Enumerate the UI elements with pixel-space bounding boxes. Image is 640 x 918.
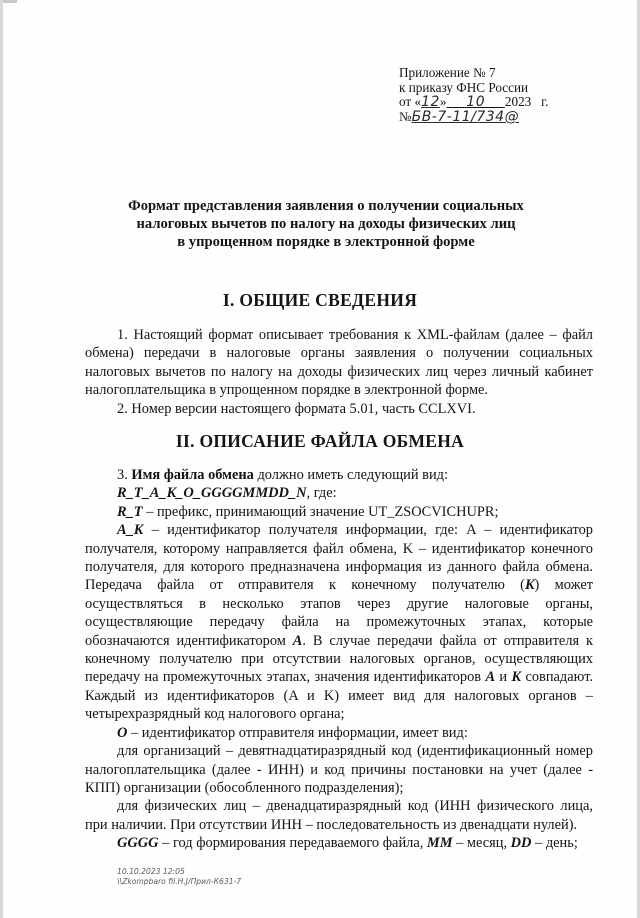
date-month-field [447,94,505,109]
section-1-body [85,326,593,418]
o-definition [85,724,593,742]
paragraph-2: 2. Номер версии настоящего формата 5.01, часть CCLXVI. [117,400,476,417]
individuals-clause: для физических лиц – двенадцатиразрядный код (ИНН физического лица, при наличии. При отсутствии ИНН – последовательность из двенадцати нулей). [85,798,593,833]
dd-description: – день; [531,835,578,852]
date-month-handwritten: 10 [466,94,486,111]
rt-term: R_T [117,503,143,520]
appendix-date [399,95,548,110]
ak-description-4: совпадают. Каждый из идентификаторов (A и K) имеет вид для налоговых органов – четырехразрядный код налогового органа; [85,669,593,723]
scan-edge-left [0,0,3,918]
rt-definition [85,503,593,521]
ak-description-1: – идентификатор получателя информации, где: A – идентификатор получателя, которому направляется файл обмена, K – идентификатор конечного получателя, для которого предназначена информация из данного файла обмена. Передача файла от отправителя к конечному получателю ( [85,522,593,594]
o-term: O [117,724,128,741]
date-mid: » [439,94,447,110]
footer-timestamp: 10.10.2023 12:05 [117,867,185,876]
o-description: – идентификатор отправителя информации, имеет вид: [127,724,468,741]
document-title [100,198,552,251]
paragraph-1: 1. Настоящий формат описывает требования к XML-файлам (далее – файл обмена) передачи в налоговые органы заявления о получении социальных налоговых вычетов по налогу на доходы физических лиц через личный кабинет налогоплательщика в упрощенном порядке в электронной форме. [85,327,593,399]
rt-description: – префикс, принимающий значение UT_ZSOCVICHUPR; [142,503,499,520]
ak-description-2: ) может осуществляться в несколько этапов через другие налоговые органы, осуществляющие передачу файла на промежуточных этапах, которые обозначаются идентификатором [85,577,594,649]
ak-conjunction: и [495,669,512,686]
section-2-body [85,466,593,853]
section-1-heading: I. ОБЩИЕ СВЕДЕНИЯ [222,290,418,310]
filename-pattern-line [85,484,593,502]
organizations-clause: для организаций – девятнадцатиразрядный код (идентификационный номер налогоплательщика (далее - ИНН) и код причины постановки на учет (далее - КПП) организации (обособленного подразделения); [85,743,593,796]
number-prefix: № [399,108,412,124]
title-line-1: Формат представления заявления о получении социальных [128,198,524,214]
title-line-3: в упрощенном порядке в электронной форме [177,233,475,250]
scan-corner-mark [3,0,17,3]
date-components-definition [85,834,593,852]
footer-file-path: \\Zkompbaro fil.H.J/Прил-К631-7 [117,877,242,886]
filename-pattern: R_T_A_K_O_GGGGMMDD_N [117,485,307,502]
ak-term: A_K [117,522,144,539]
ak-definition [85,521,593,723]
appendix-line-1: Приложение № 7 [399,65,496,80]
gggg-description: – год формирования передаваемого файла, [158,835,427,852]
term-exchange-file-name: Имя файла обмена [131,467,254,483]
date-year: 2023 [504,94,532,110]
date-day-handwritten: 12 [421,94,440,111]
appendix-number [399,110,548,125]
mm-description: – месяц, [452,835,511,852]
section-2-heading: II. ОПИСАНИЕ ФАЙЛА ОБМЕНА [175,431,465,451]
paragraph-3-number: 3. [117,467,132,483]
ak-term-k-2: K [511,669,522,686]
mm-term: MM [426,835,453,852]
title-line-2: налоговых вычетов по налогу на доходы физических лиц [136,215,516,232]
appendix-line-2: к приказу ФНС России [399,79,529,95]
paragraph-3-text: должно иметь следующий вид: [253,467,448,483]
date-prefix: от « [399,94,422,110]
appendix-block [399,66,548,124]
filename-pattern-suffix: , где: [306,485,337,502]
number-handwritten: БВ-7-11/734@ [411,108,520,125]
footer-stamp [117,867,241,887]
ak-term-a-2: A [485,669,496,686]
ak-description-3: . В случае передачи файла от отправителя к конечному получателю при отсутствии налоговых органов, осуществляющих передачу на промежуточных этапах, значения идентификаторов [85,632,593,686]
ak-term-a: A [292,632,303,649]
date-suffix: г. [541,94,549,110]
ak-term-k: K [524,577,535,594]
paragraph-3 [85,466,593,484]
dd-term: DD [510,835,532,852]
gggg-term: GGGG [117,835,159,852]
